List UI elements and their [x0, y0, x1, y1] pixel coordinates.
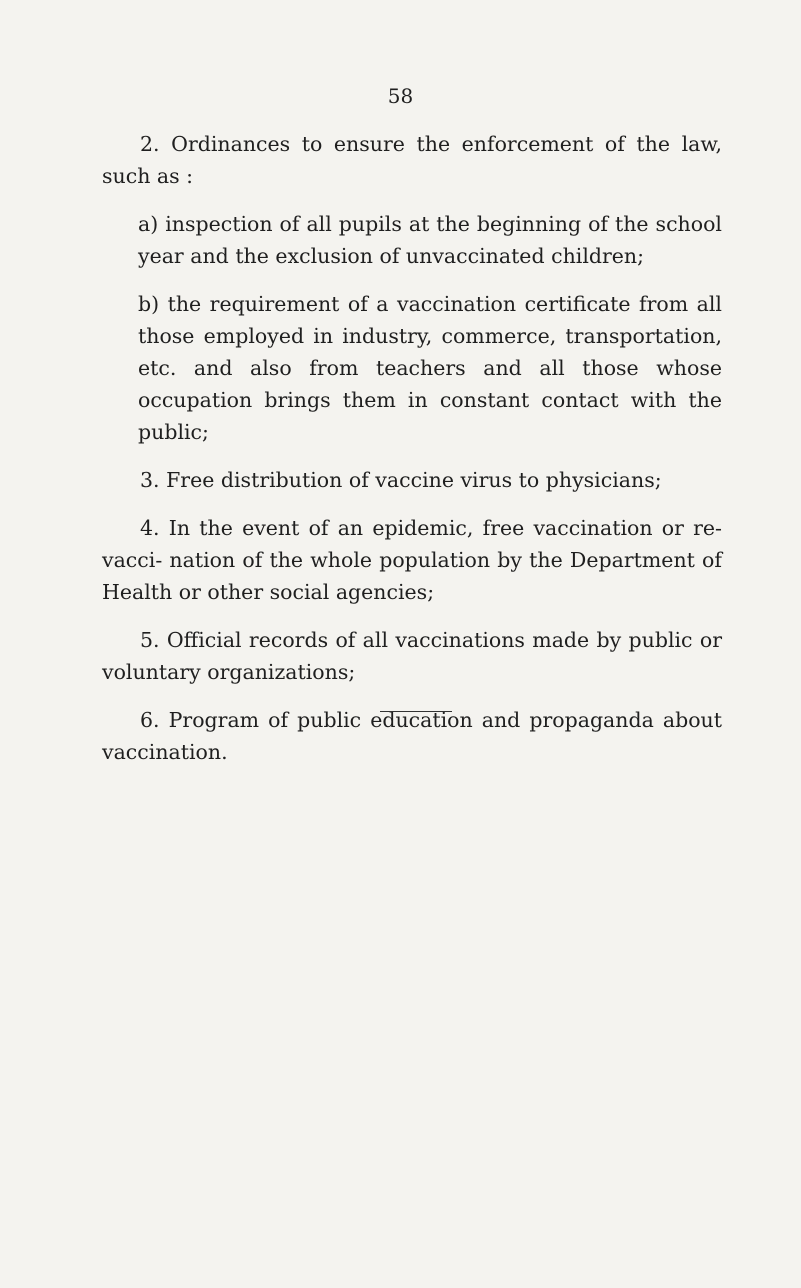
page-number: 58: [387, 84, 414, 108]
paragraph-item-6: 6. Program of public education and propaganda about vaccination.: [102, 708, 722, 764]
paragraph-item-2a: a) inspection of all pupils at the beginning of the school year and the exclusion of unvaccinated children;: [138, 212, 722, 268]
paragraph-item-4: 4. In the event of an epidemic, free vaccination or re-vacci- nation of the whole population by the Department of Health or other social agencies;: [102, 516, 722, 604]
paragraph-item-5: 5. Official records of all vaccinations made by public or voluntary organizations;: [102, 628, 722, 684]
section-divider: [380, 711, 452, 712]
paragraph-item-2: 2. Ordinances to ensure the enforcement of the law, such as :: [102, 132, 722, 188]
body-text: [102, 128, 722, 784]
paragraph-item-2b: b) the requirement of a vaccination certificate from all those employed in industry, commerce, transportation, etc. and also from teachers and all those whose occupation brings them in constant contact with the public;: [138, 292, 722, 444]
paragraph-item-3: 3. Free distribution of vaccine virus to physicians;: [140, 468, 662, 492]
